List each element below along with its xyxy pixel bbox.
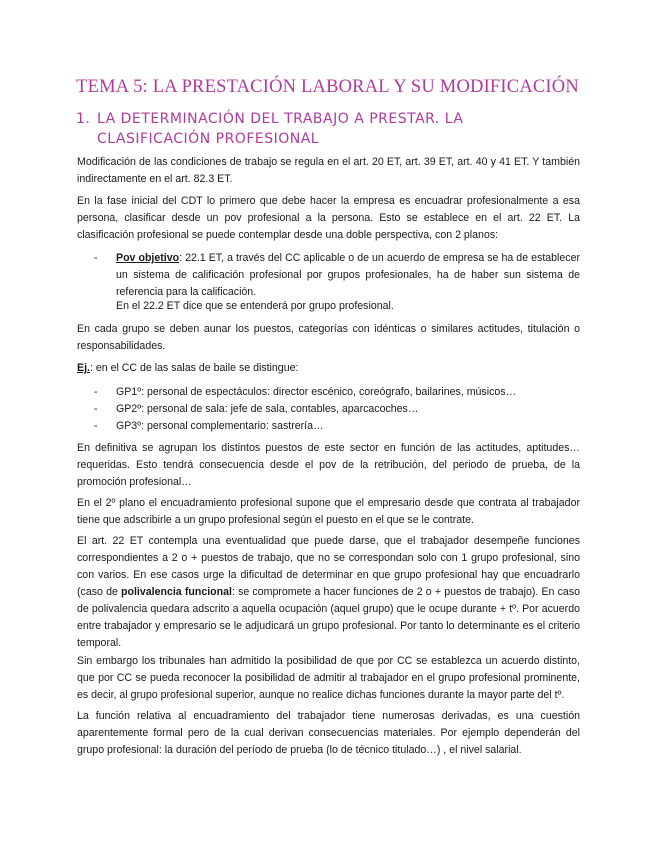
bullet-text: : 22.1 ET, a través del CC aplicable o de un acuerdo de empresa se ha de establecer un sistema de calificación profesional por grupos profesionales, ha de haber sun sistema de referencia para la calificación. bbox=[116, 252, 581, 298]
section-heading-text: LA DETERMINACIÓN DEL TRABAJO A PRESTAR. LA CLASIFICACIÓN PROFESIONAL bbox=[97, 111, 464, 147]
paragraph-polivalencia bbox=[77, 533, 580, 652]
paragraph-definitiva: En definitiva se agrupan los distintos puestos de este sector en función de las actitudes, aptitudes… requeridas. Esto tendrá consecuencia desde el pov de la retribución, del periodo de prueba, de la promoción profesional… bbox=[77, 442, 580, 488]
group-dash: - bbox=[94, 386, 98, 398]
group-dash: - bbox=[94, 403, 98, 415]
polivalencia-term: polivalencia funcional bbox=[121, 586, 232, 598]
paragraph-groups: En cada grupo se deben aunar los puestos, categorías con idénticas o similares actitudes, titulación o responsabilidades. bbox=[77, 323, 580, 352]
example-text: : en el CC de las salas de baile se distingue: bbox=[89, 362, 299, 374]
section-heading bbox=[76, 109, 579, 149]
paragraph-intro: Modificación de las condiciones de trabajo se regula en el art. 20 ET, art. 39 ET, art. 40 y 41 ET. Y también indirectamente en el art. 82.3 ET. bbox=[77, 156, 580, 185]
group-dash: - bbox=[94, 420, 98, 432]
section-number: 1. bbox=[76, 111, 91, 127]
document-title: TEMA 5: LA PRESTACIÓN LABORAL Y SU MODIFICACIÓN bbox=[76, 77, 579, 97]
example-label: Ej. bbox=[77, 362, 90, 374]
paragraph-polivalencia-start: El art. 22 ET contempla una eventualidad que puede darse, que el trabajador desempeñe funciones correspondientes a 2 o + puestos de trabajo, que no se correspondan solo con 1 grupo profesional, sino con varios. En ese casos urge la dificultad de determinar en que grupo profesional hay que encuadrarlo (caso de bbox=[77, 535, 580, 598]
group-item: GP3º: personal complementario: sastrería… bbox=[116, 420, 324, 432]
bullet-extra-text: En el 22.2 ET dice que se entenderá por grupo profesional. bbox=[116, 300, 394, 312]
example-line bbox=[77, 360, 298, 377]
paragraph-second-plane: En el 2º plano el encuadramiento profesional supone que el empresario desde que contrata al trabajador tiene que adscribirle a un grupo profesional según el puesto en el que se le contrate. bbox=[77, 497, 580, 526]
paragraph-funcion: La función relativa al encuadramiento del trabajador tiene numerosas derivadas, es una cuestión aparentemente formal pero de la cual derivan consecuencias materiales. Por ejemplo dependerán del grupo profesional: la duración del período de prueba (lo de técnico titulado…) , el nivel salarial. bbox=[77, 710, 580, 756]
bullet-pov-objetivo bbox=[116, 250, 580, 301]
paragraph-polivalencia-end: : se compromete a hacer funciones de 2 o + puestos de trabajo). En caso de polivalencia quedara adscrito a aquella ocupación (aquel grupo) que le ocupe durante + tº. Por acuerdo entre trabajador y empresario se le adjudicará un grupo profesional. Por tanto lo determinante es el criterio temporal. bbox=[77, 586, 581, 649]
paragraph-classification: En la fase inicial del CDT lo primero que debe hacer la empresa es encuadrar profesionalmente a esa persona, clasificar desde un pov profesional a la persona. Esto se establece en el art. 22 ET. La clasificación profesional se puede contemplar desde una doble perspectiva, con 2 planos: bbox=[77, 195, 580, 241]
group-item: GP2º: personal de sala: jefe de sala, contables, aparcacoches… bbox=[116, 403, 419, 415]
paragraph-tribunales: Sin embargo los tribunales han admitido la posibilidad de que por CC se establezca un acuerdo distinto, que por CC se pueda reconocer la posibilidad de admitir al trabajador en el grupo profesional prominente, es decir, al grupo profesional superior, aunque no realice dichas funciones durante la mayor parte del tº. bbox=[77, 655, 580, 701]
bullet-label: Pov objetivo bbox=[116, 252, 180, 264]
bullet-dash: - bbox=[94, 252, 98, 264]
group-item: GP1º: personal de espectáculos: director escénico, coreógrafo, bailarines, músicos… bbox=[116, 386, 517, 398]
